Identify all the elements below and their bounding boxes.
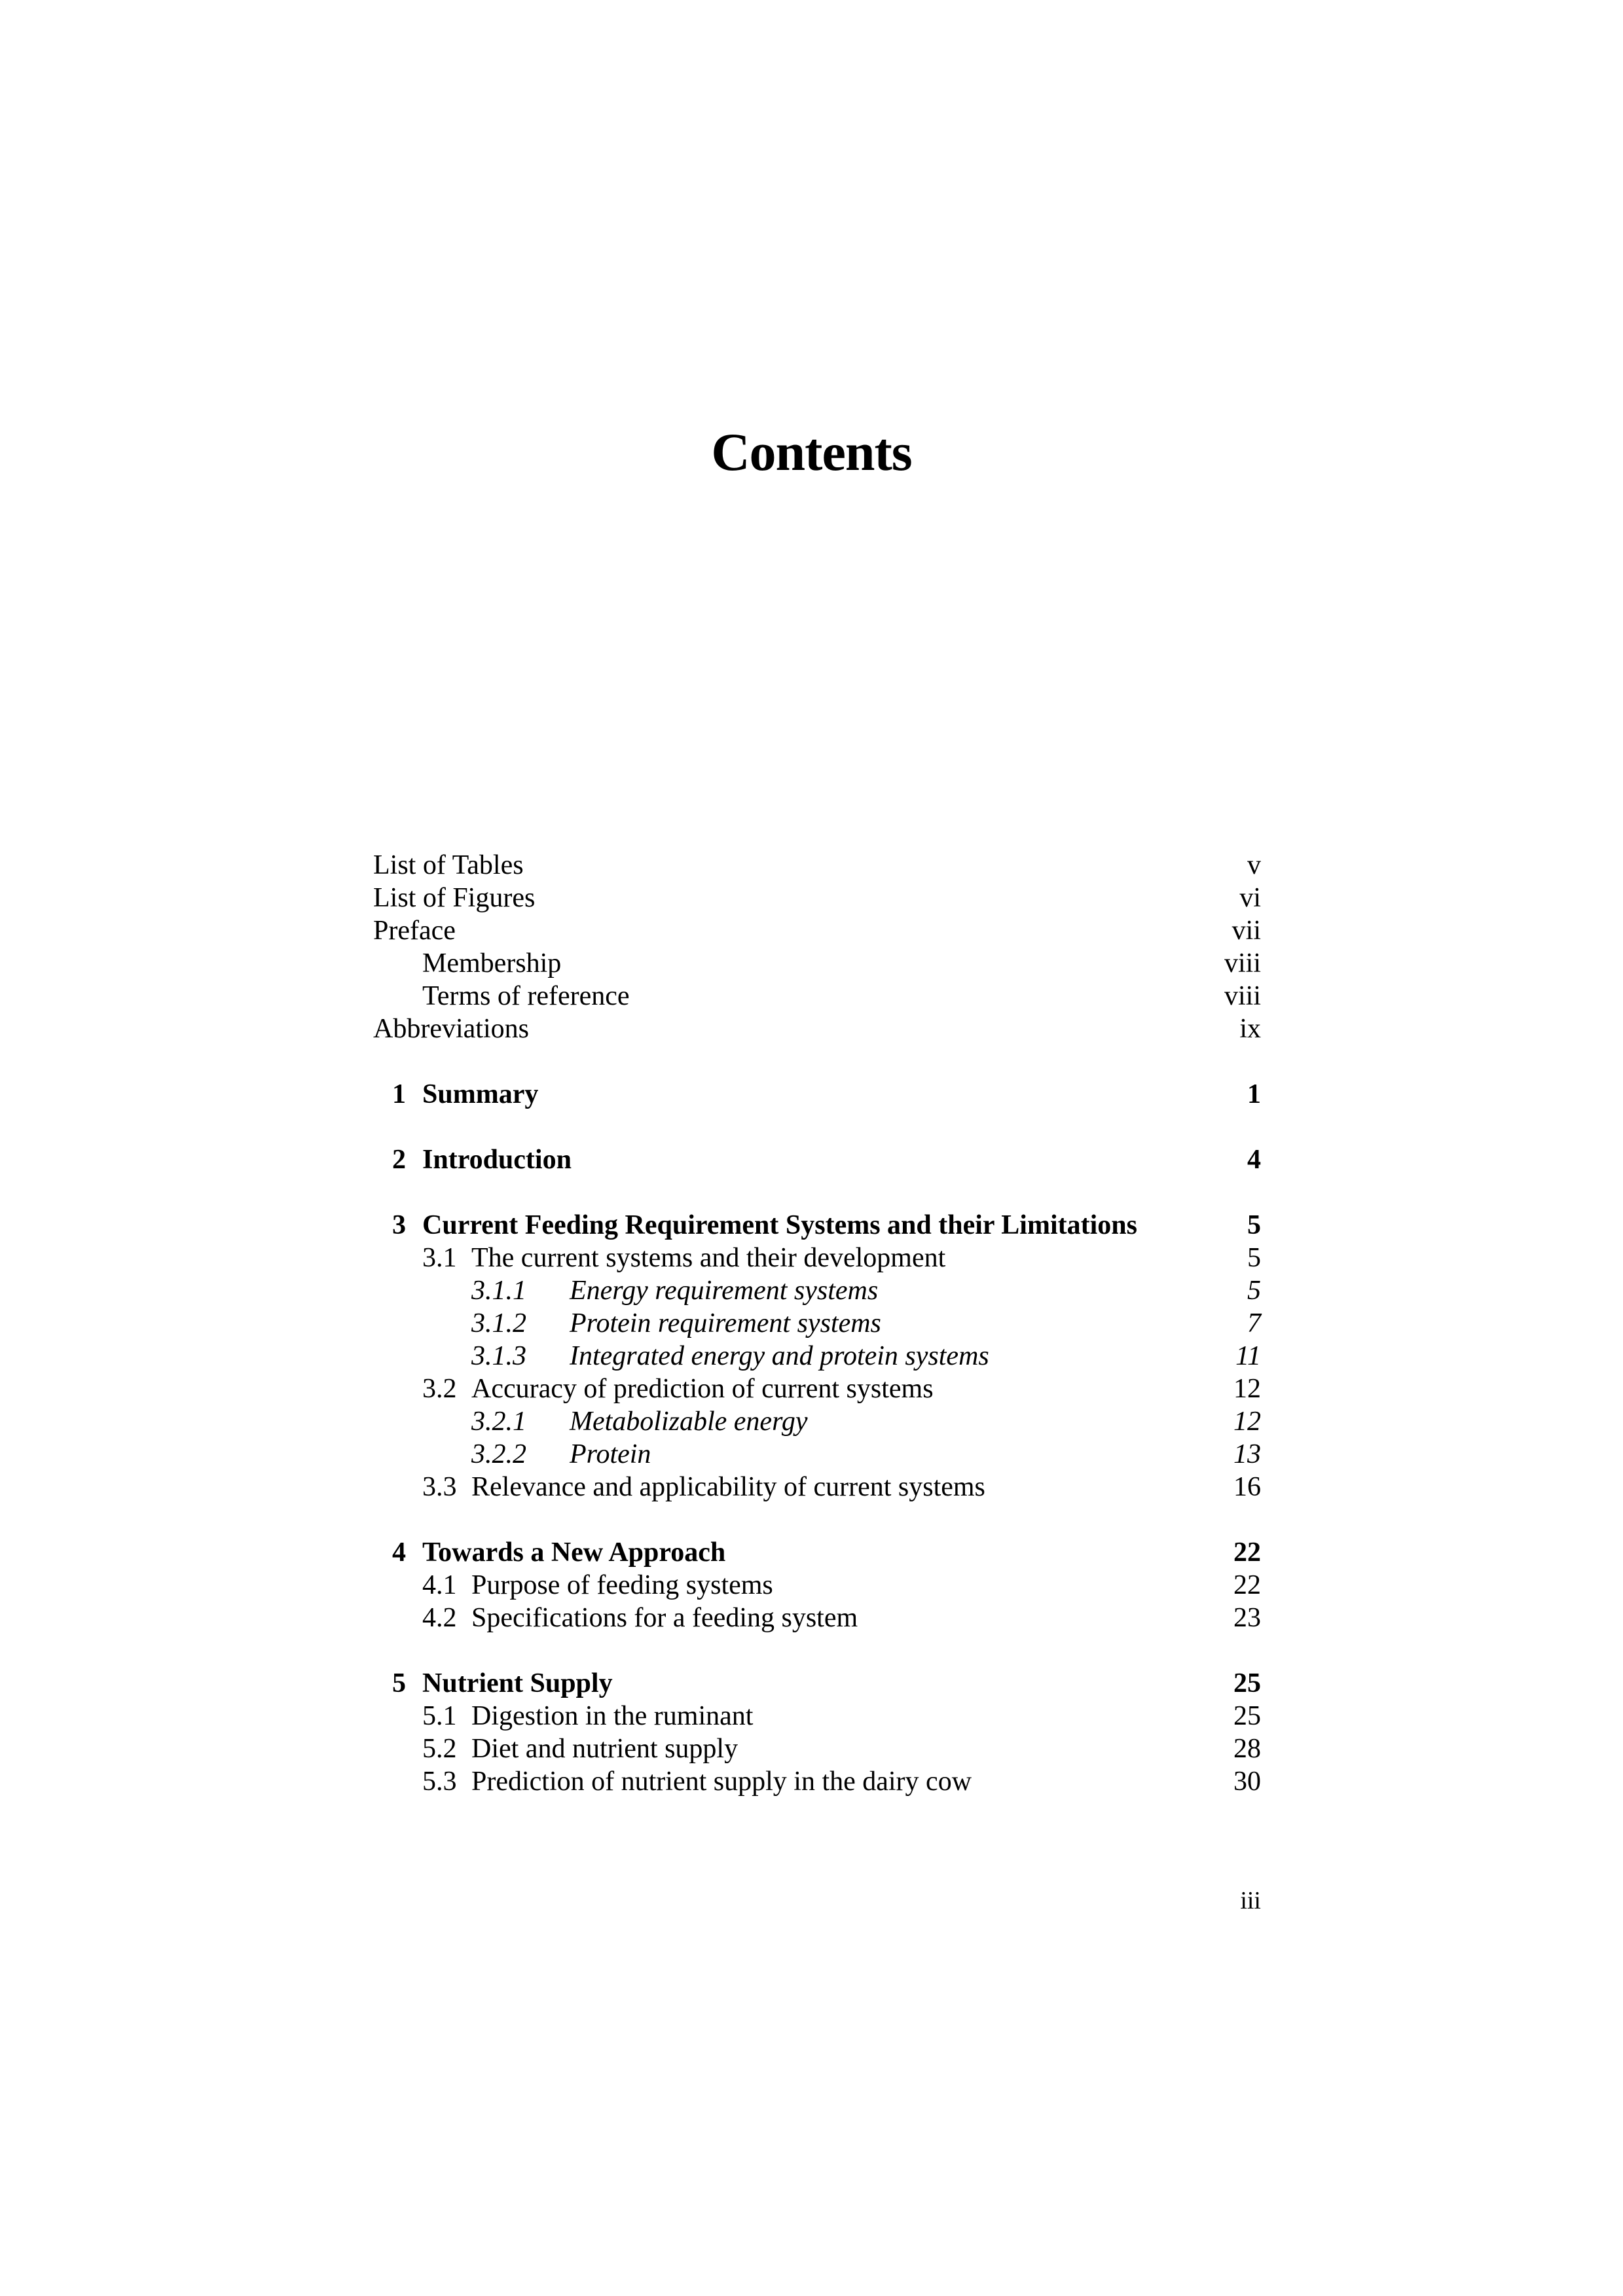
- toc-entry-label: Prediction of nutrient supply in the dairy cow: [471, 1767, 972, 1797]
- toc-entry-number: 2: [392, 1145, 406, 1175]
- toc-entry-label: Protein: [570, 1439, 651, 1469]
- toc-entry-label: Terms of reference: [422, 981, 630, 1011]
- toc-entry-label: List of Tables: [373, 850, 524, 880]
- toc-entry-label: Accuracy of prediction of current systems: [471, 1374, 934, 1404]
- toc-entry-number: 4: [392, 1537, 406, 1568]
- toc-entry-page: 28: [1233, 1734, 1261, 1764]
- toc-entry-label: Current Feeding Requirement Systems and their Limitations: [422, 1210, 1137, 1240]
- toc-entry-label: List of Figures: [373, 883, 536, 913]
- toc-entry-number: 4.2: [422, 1603, 457, 1633]
- toc-entry-membership[interactable]: [373, 947, 1261, 980]
- toc-chapter-current-feeding-systems[interactable]: [373, 1209, 1261, 1242]
- toc-entry-label: Relevance and applicability of current systems: [471, 1472, 985, 1502]
- toc-entry-number: 3.1.3: [471, 1341, 526, 1371]
- toc-entry-label: Towards a New Approach: [422, 1537, 726, 1568]
- toc-entry-number: 1: [392, 1079, 406, 1109]
- toc-entry-page: vi: [1239, 883, 1261, 913]
- toc-entry-number: 3.1.2: [471, 1308, 526, 1338]
- toc-entry-label: Summary: [422, 1079, 539, 1109]
- toc-entry-page: 1: [1247, 1079, 1261, 1109]
- toc-entry-label: Digestion in the ruminant: [471, 1701, 754, 1731]
- toc-entry-page: 22: [1233, 1537, 1261, 1568]
- toc-entry-page: 11: [1235, 1341, 1261, 1371]
- toc-section-5-1[interactable]: [373, 1700, 1261, 1732]
- toc-entry-label: Preface: [373, 916, 456, 946]
- toc-subsection-3-2-2[interactable]: [373, 1438, 1261, 1471]
- toc-entry-page: 7: [1247, 1308, 1261, 1338]
- toc-entry-label: Specifications for a feeding system: [471, 1603, 858, 1633]
- toc-entry-page: 5: [1247, 1210, 1261, 1240]
- toc-entry-label: Introduction: [422, 1145, 572, 1175]
- toc-chapter-introduction[interactable]: [373, 1143, 1261, 1176]
- toc-entry-preface[interactable]: [373, 914, 1261, 947]
- toc-entry-page: 5: [1247, 1276, 1261, 1306]
- toc-subsection-3-2-1[interactable]: [373, 1405, 1261, 1438]
- toc-entry-label: Nutrient Supply: [422, 1668, 613, 1698]
- toc-subsection-3-1-2[interactable]: [373, 1307, 1261, 1340]
- toc-entry-page: 30: [1233, 1767, 1261, 1797]
- toc-entry-number: 3.2: [422, 1374, 457, 1404]
- toc-entry-number: 3.2.2: [471, 1439, 526, 1469]
- toc-entry-number: 4.1: [422, 1570, 457, 1600]
- page-number: iii: [1240, 1887, 1261, 1914]
- toc-subsection-3-1-3[interactable]: [373, 1340, 1261, 1372]
- toc-entry-label: Integrated energy and protein systems: [570, 1341, 989, 1371]
- toc-entry-number: 5.3: [422, 1767, 457, 1797]
- toc-section-3-2[interactable]: [373, 1372, 1261, 1405]
- toc-entry-number: 3: [392, 1210, 406, 1240]
- toc-entry-list-of-tables[interactable]: [373, 849, 1261, 882]
- toc-entry-page: viii: [1224, 981, 1261, 1011]
- toc-section-5-3[interactable]: [373, 1765, 1261, 1798]
- toc-entry-label: Metabolizable energy: [570, 1407, 808, 1437]
- toc-entry-page: ix: [1239, 1014, 1261, 1044]
- toc-entry-list-of-figures[interactable]: [373, 882, 1261, 914]
- toc-entry-page: 16: [1233, 1472, 1261, 1502]
- toc-entry-page: 12: [1233, 1407, 1261, 1437]
- toc-entry-page: 4: [1247, 1145, 1261, 1175]
- toc-entry-label: Abbreviations: [373, 1014, 529, 1044]
- toc-entry-number: 3.1.1: [471, 1276, 526, 1306]
- toc-entry-number: 3.3: [422, 1472, 457, 1502]
- toc-entry-label: Energy requirement systems: [570, 1276, 879, 1306]
- page-title: Contents: [711, 422, 912, 482]
- toc-entry-terms-of-reference[interactable]: [373, 980, 1261, 1013]
- toc-entry-page: 22: [1233, 1570, 1261, 1600]
- toc-section-3-1[interactable]: [373, 1242, 1261, 1274]
- toc-entry-page: 23: [1233, 1603, 1261, 1633]
- toc-subsection-3-1-1[interactable]: [373, 1274, 1261, 1307]
- toc-entry-page: 13: [1233, 1439, 1261, 1469]
- toc-entry-page: v: [1247, 850, 1261, 880]
- toc-entry-number: 3.2.1: [471, 1407, 526, 1437]
- toc-entry-label: The current systems and their development: [471, 1243, 946, 1273]
- toc-section-4-2[interactable]: [373, 1602, 1261, 1634]
- toc-entry-page: 12: [1233, 1374, 1261, 1404]
- toc-entry-number: 5.2: [422, 1734, 457, 1764]
- toc-section-5-2[interactable]: [373, 1732, 1261, 1765]
- toc-entry-label: Purpose of feeding systems: [471, 1570, 773, 1600]
- toc-entry-number: 3.1: [422, 1243, 457, 1273]
- toc-entry-page: 5: [1247, 1243, 1261, 1273]
- toc-section-3-3[interactable]: [373, 1471, 1261, 1503]
- toc-entry-label: Membership: [422, 948, 562, 978]
- toc-entry-page: vii: [1231, 916, 1261, 946]
- toc-chapter-summary[interactable]: [373, 1078, 1261, 1111]
- toc-chapter-nutrient-supply[interactable]: [373, 1667, 1261, 1700]
- toc-entry-number: 5.1: [422, 1701, 457, 1731]
- toc-chapter-new-approach[interactable]: [373, 1536, 1261, 1569]
- toc-entry-label: Diet and nutrient supply: [471, 1734, 739, 1764]
- toc-entry-page: 25: [1233, 1701, 1261, 1731]
- toc-entry-abbreviations[interactable]: [373, 1013, 1261, 1045]
- toc-entry-page: viii: [1224, 948, 1261, 978]
- table-of-contents: [373, 849, 1261, 1798]
- toc-entry-page: 25: [1233, 1668, 1261, 1698]
- toc-section-4-1[interactable]: [373, 1569, 1261, 1602]
- toc-entry-label: Protein requirement systems: [570, 1308, 881, 1338]
- toc-entry-number: 5: [392, 1668, 406, 1698]
